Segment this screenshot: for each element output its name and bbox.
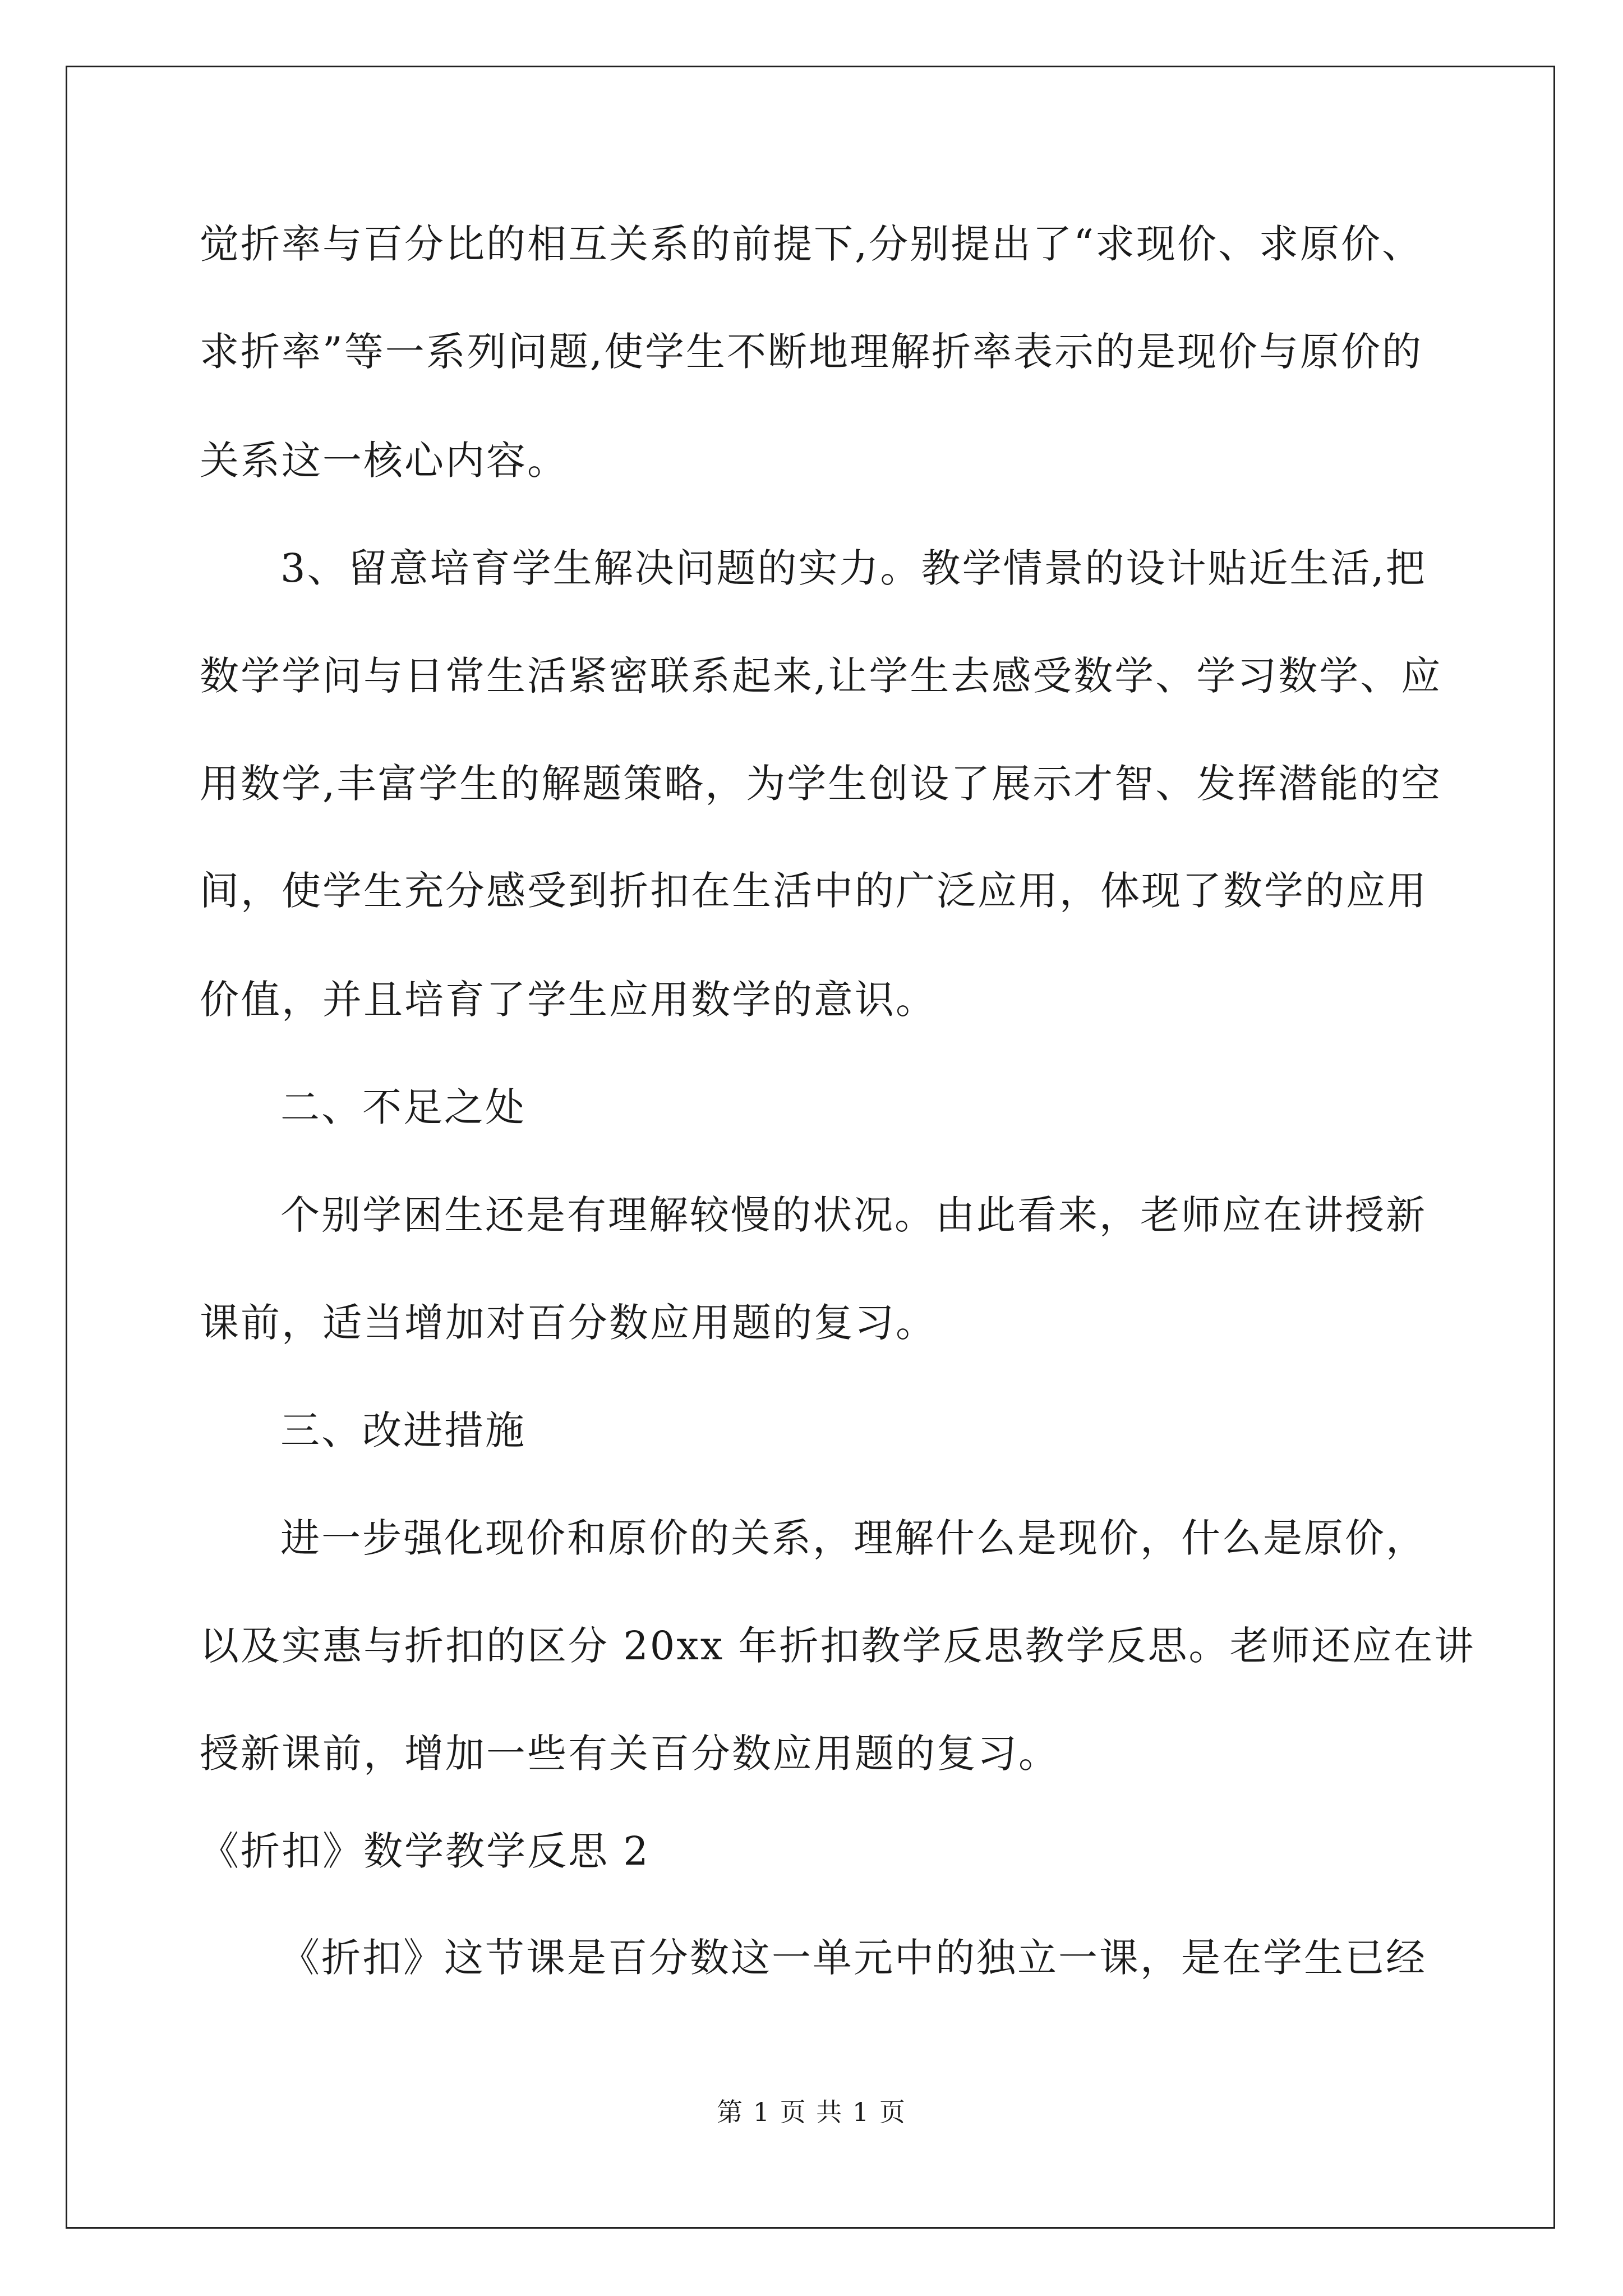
- body-text-line: 关系这一核心内容。: [200, 438, 568, 484]
- section-heading: 三、改进措施: [280, 1407, 526, 1453]
- body-text-line: 数学学问与日常生活紧密联系起来,让学生去感受数学、学习数学、应: [200, 653, 1442, 699]
- section-heading: 二、不足之处: [280, 1084, 526, 1130]
- body-text-line: 以及实惠与折扣的区分 20xx 年折扣教学反思教学反思。老师还应在讲: [200, 1623, 1476, 1669]
- page-border: [66, 66, 1555, 2229]
- page-footer: 第 1 页 共 1 页: [717, 2097, 906, 2127]
- body-text-line: 间，使学生充分感受到折扣在生活中的广泛应用，体现了数学的应用: [200, 868, 1428, 914]
- body-text-line: 用数学,丰富学生的解题策略，为学生创设了展示才智、发挥潜能的空: [200, 761, 1442, 807]
- body-text-line: 《折扣》这节课是百分数这一单元中的独立一课，是在学生已经: [280, 1935, 1427, 1981]
- body-text-line: 求折率”等一系列问题,使学生不断地理解折率表示的是现价与原价的: [200, 329, 1423, 375]
- body-text-line: 觉折率与百分比的相互关系的前提下,分别提出了“求现价、求原价、: [200, 221, 1423, 267]
- article-title: 《折扣》数学教学反思 2: [200, 1828, 650, 1874]
- body-text-line: 3、留意培育学生解决问题的实力。教学情景的设计贴近生活,把: [280, 545, 1427, 591]
- body-text-line: 价值，并且培育了学生应用数学的意识。: [200, 977, 937, 1023]
- body-text-line: 进一步强化现价和原价的关系，理解什么是现价，什么是原价，: [280, 1515, 1427, 1561]
- body-text-line: 授新课前，增加一些有关百分数应用题的复习。: [200, 1731, 1059, 1777]
- body-text-line: 课前，适当增加对百分数应用题的复习。: [200, 1300, 937, 1346]
- body-text-line: 个别学困生还是有理解较慢的状况。由此看来，老师应在讲授新: [280, 1192, 1427, 1238]
